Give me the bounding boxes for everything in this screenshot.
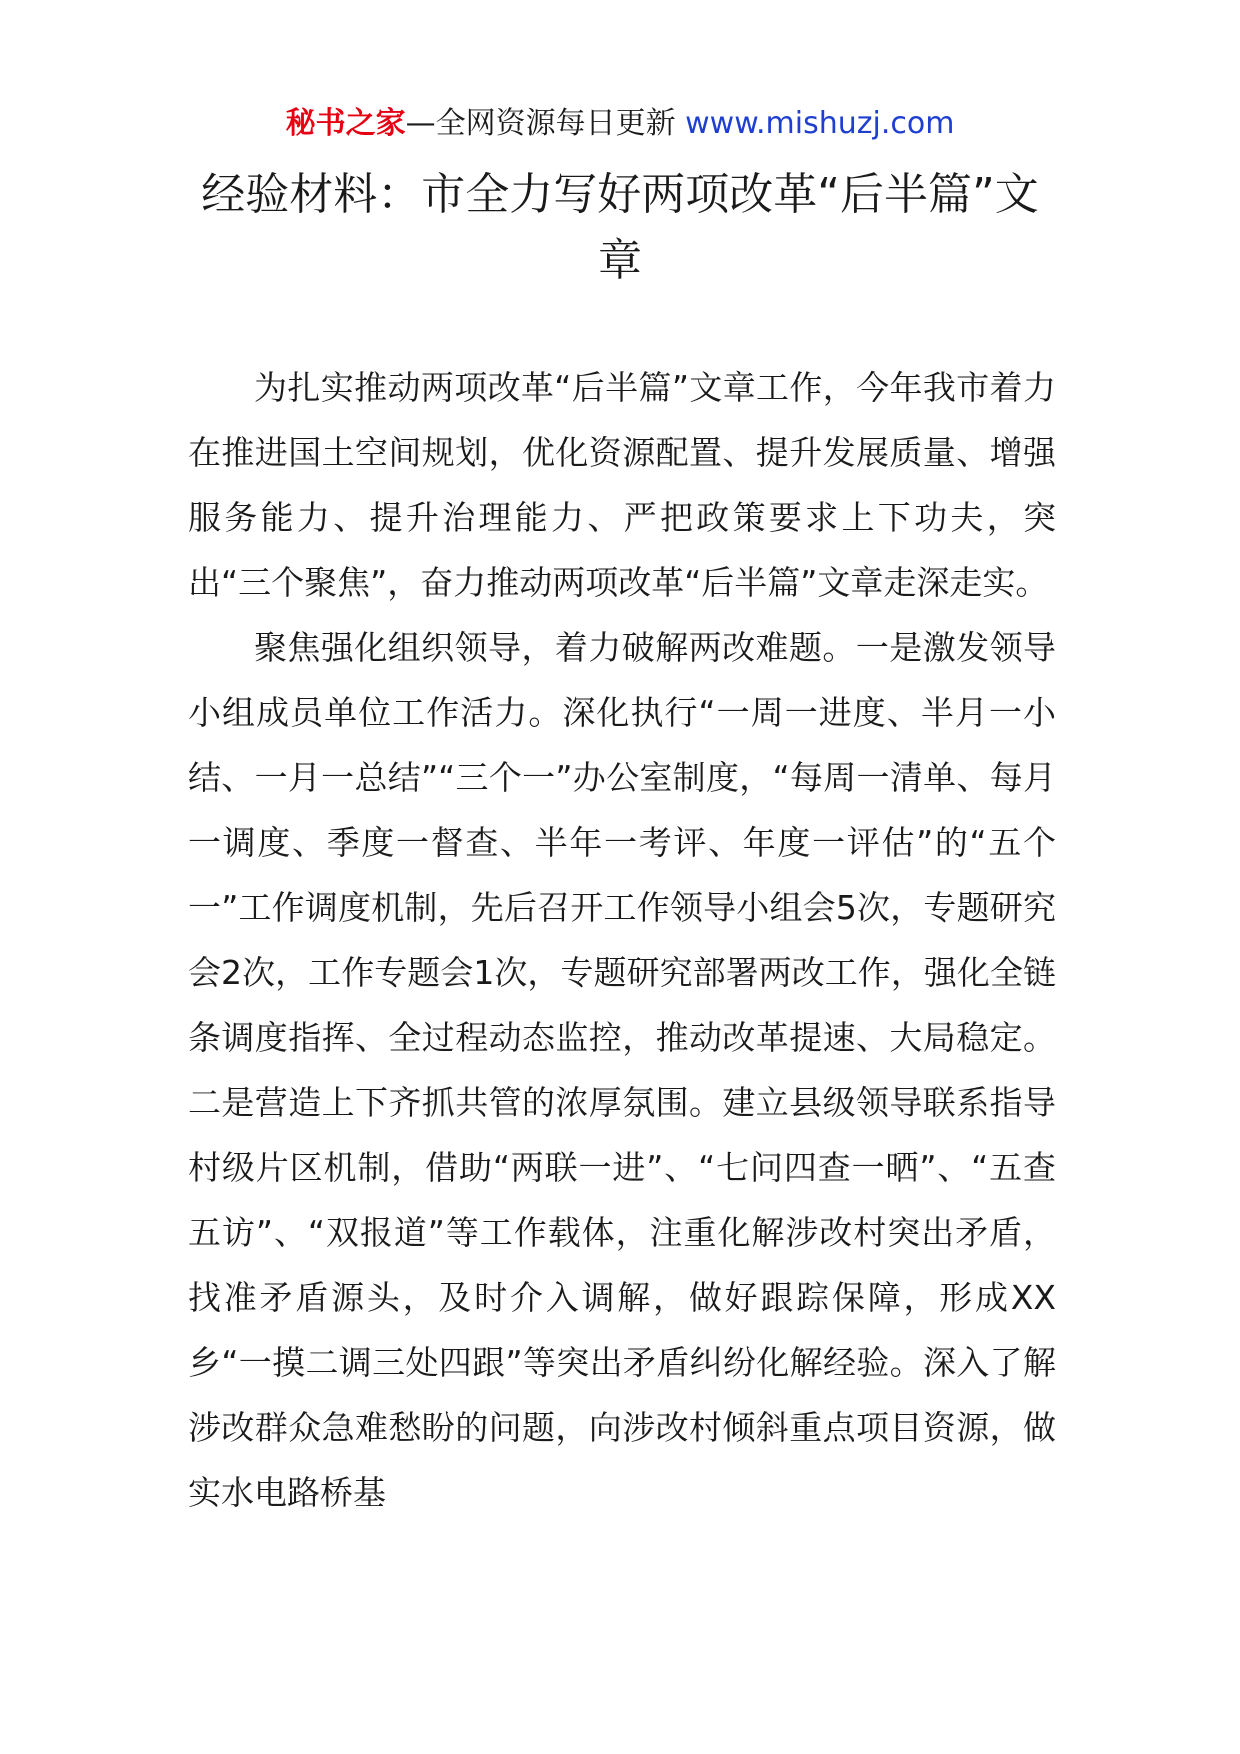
brand-name: 秘书之家 xyxy=(285,106,406,141)
paragraph-intro: 为扎实推动两项改革“后半篇”文章工作，今年我市着力在推进国土空间规划，优化资源配置、提升发展质量、增强服务能力、提升治理能力、严把政策要求上下功夫，突出“三个聚焦”，奋力推动两项改革“后半篇”文章走深走实。 xyxy=(188,368,1056,602)
website-link[interactable]: www.mishuzj.com xyxy=(685,106,955,141)
document-title: 经验材料：市全力写好两项改革“后半篇”文章 xyxy=(201,169,1039,286)
paragraph-organization: 聚焦强化组织领导，着力破解两改难题。一是激发领导小组成员单位工作活力。深化执行“一周一进度、半月一小结、一月一总结”“三个一”办公室制度，“每周一清单、每月一调度、季度一督查、半年一考评、年度一评估”的“五个一”工作调度机制，先后召开工作领导小组会5次，专题研究会2次，工作专题会1次，专题研究部署两改工作，强化全链条调度指挥、全过程动态监控，推动改革提速、大局稳定。二是营造上下齐抓共管的浓厚氛围。建立县级领导联系指导村级片区机制，借助“两联一进”、“七问四查一晒”、“五查五访”、“双报道”等工作载体，注重化解涉改村突出矛盾，找准矛盾源头，及时介入调解，做好跟踪保障，形成XX乡“一摸二调三处四跟”等突出矛盾纠纷化解经验。深入了解涉改群众急难愁盼的问题，向涉改村倾斜重点项目资源，做实水电路桥基 xyxy=(188,628,1056,1512)
document-body xyxy=(188,355,1056,1525)
header-tagline: —全网资源每日更新 xyxy=(405,106,686,141)
site-header xyxy=(0,102,1240,146)
